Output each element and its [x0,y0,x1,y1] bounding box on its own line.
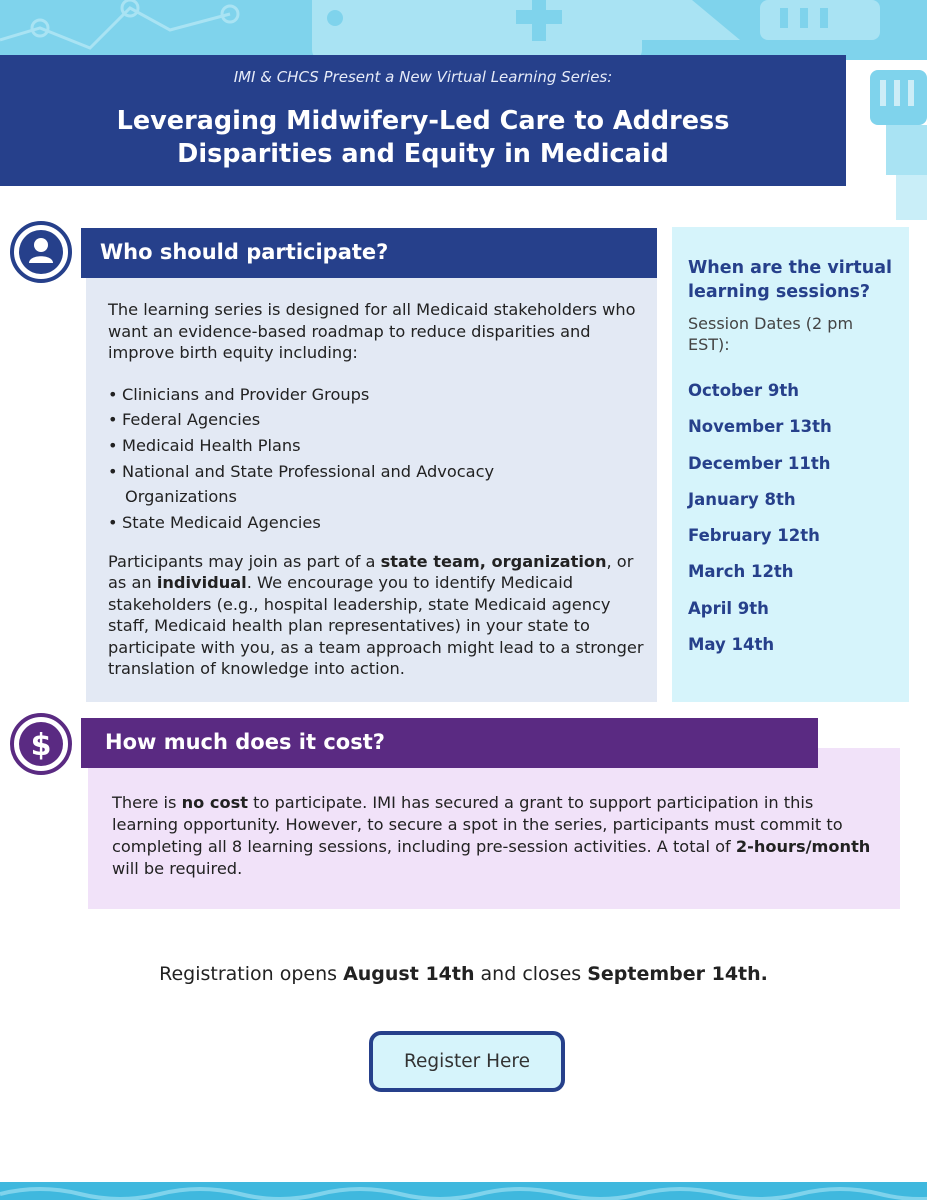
list-item: • Medicaid Health Plans [108,433,648,459]
session-date: January 8th [688,489,796,509]
side-decoration [846,60,927,220]
session-dates-subtitle: Session Dates (2 pm EST): [688,314,854,354]
who-section-heading: Who should participate? [81,228,657,278]
dollar-icon [10,713,72,775]
who-closing: Participants may join as part of a state team, organization, or as an individual. We encourage you to identify Medicaid stakeholders (e.g., hospital leadership, state Medicaid agency staff, Medicaid health plan representatives) in your state to participate with you, as a team approach might lead to a stronger translation of knowledge into action. [108,551,644,679]
session-date: February 12th [688,526,820,546]
register-button[interactable]: Register Here [369,1031,565,1092]
top-decorative-banner [0,0,927,60]
session-date: November 13th [688,417,832,437]
session-date-list [688,373,909,663]
who-section-body [108,299,648,680]
session-date: May 14th [688,635,775,655]
page-title: Leveraging Midwifery-Led Care to Address Disparities and Equity in Medicaid [116,106,730,169]
vial-icon [846,60,927,220]
session-date: December 11th [688,453,831,473]
session-date: October 9th [688,381,800,400]
session-dates-panel [672,227,909,702]
session-dates-heading: When are the virtual learning sessions? [688,258,893,302]
cost-section-body: There is no cost to participate. IMI has secured a grant to support participation in this learning opportunity. However, to secure a spot in the series, participants must commit to completing all 8 learning sessions, including pre-session activities. A total of 2-hours/month will be required. [112,793,871,878]
participant-list [108,382,648,536]
who-intro: The learning series is designed for all Medicaid stakeholders who want an evidence-based roadmap to reduce disparities and improve birth equity including: [108,300,636,362]
list-item: • Federal Agencies [108,407,648,433]
person-icon [10,221,72,283]
medical-pattern-icon [0,0,927,60]
svg-text:$: $ [30,728,52,763]
session-date: April 9th [688,598,769,618]
list-item: • Clinicians and Provider Groups [108,382,648,408]
list-item: • National and State Professional and Advocacy Organizations [108,459,648,510]
header-subtitle: IMI & CHCS Present a New Virtual Learning Series: [233,68,613,86]
session-date: March 12th [688,562,794,582]
list-item: • State Medicaid Agencies [108,510,648,536]
registration-dates: Registration opens August 14th and closes September 14th. [159,963,768,985]
header-banner [0,55,846,186]
cost-section-heading: How much does it cost? [81,718,818,768]
bottom-decorative-banner [0,1182,927,1200]
wave-pattern-icon [0,1182,927,1200]
